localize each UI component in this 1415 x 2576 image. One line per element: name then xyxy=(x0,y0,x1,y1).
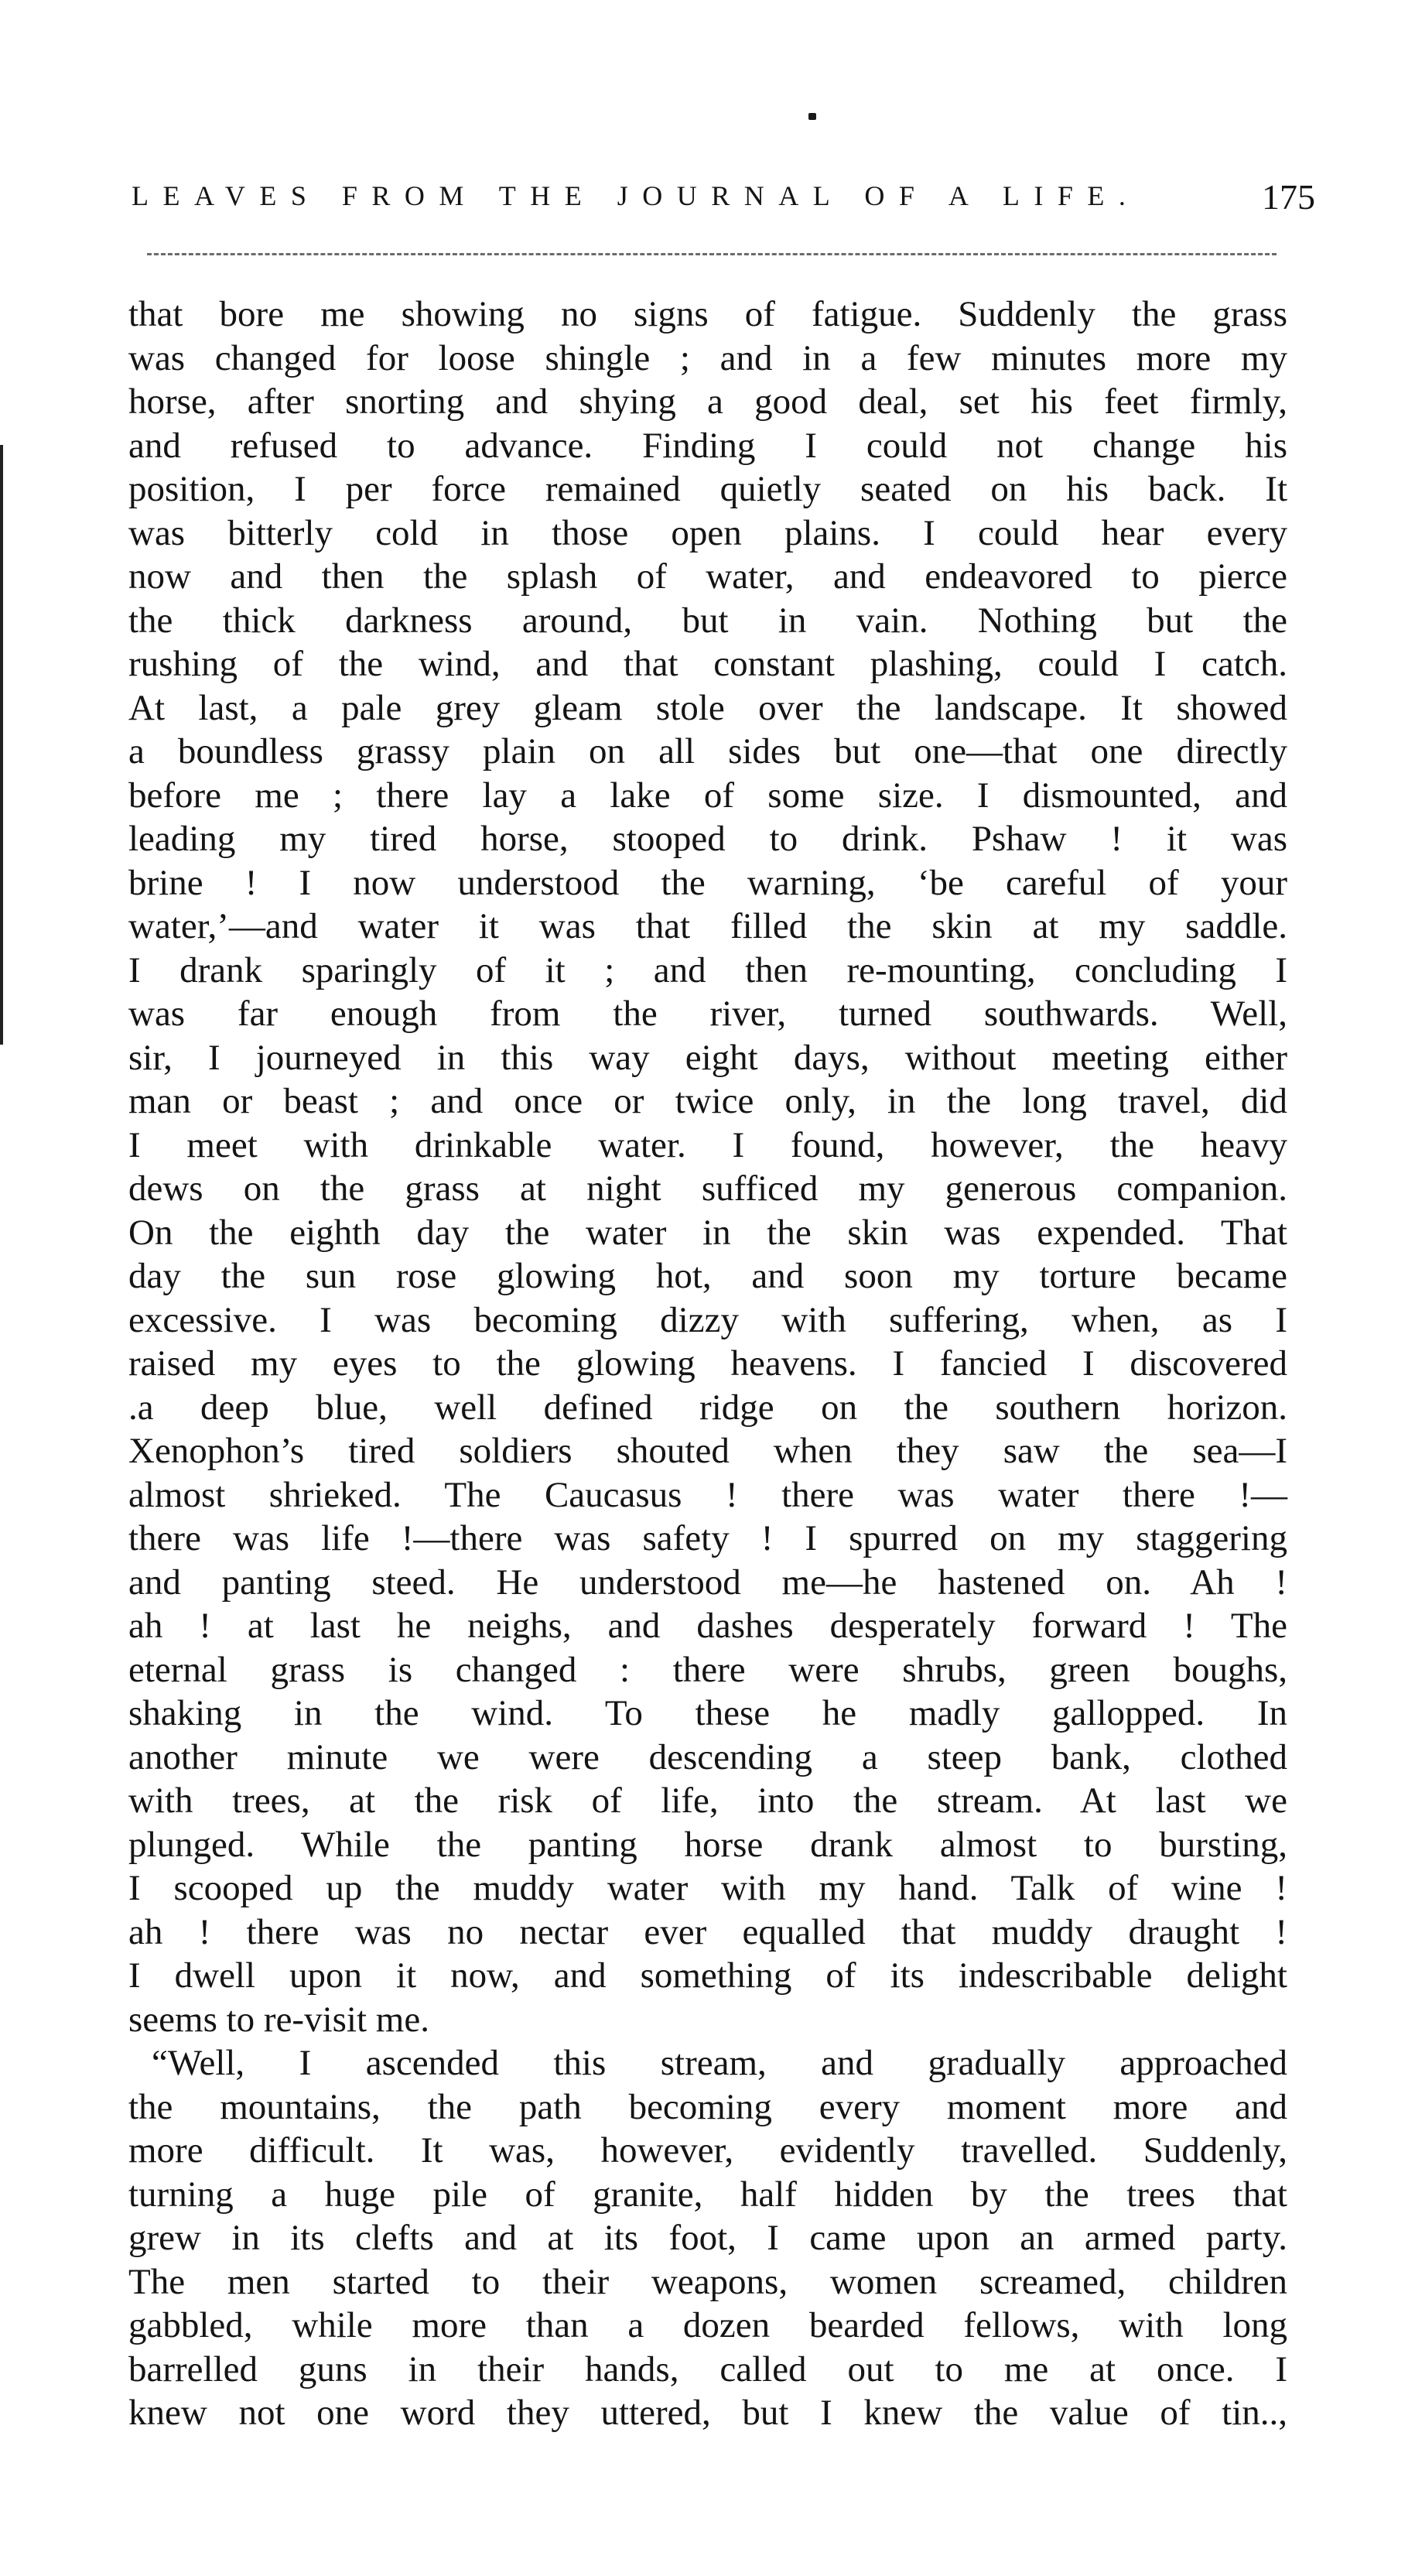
text-line: At last, a pale grey gleam stole over the landscape. It showed xyxy=(128,687,1287,728)
text-line: the thick darkness around, but in vain. Nothing but the xyxy=(128,600,1287,641)
text-line: I scooped up the muddy water with my hand. Talk of wine ! xyxy=(128,1868,1287,1908)
text-line: the mountains, the path becoming every moment more and xyxy=(128,2086,1287,2127)
text-line: was far enough from the river, turned southwards. Well, xyxy=(128,994,1287,1034)
scan-speck xyxy=(808,113,816,120)
text-line: knew not one word they uttered, but I knew the value of tin.., xyxy=(128,2393,1287,2433)
text-line: and refused to advance. Finding I could not change his xyxy=(128,425,1287,466)
text-line: there was life !—there was safety ! I spurred on my staggering xyxy=(128,1518,1287,1558)
text-line: dews on the grass at night sufficed my generous companion. xyxy=(128,1168,1287,1209)
text-line: and panting steed. He understood me—he hastened on. Ah ! xyxy=(128,1562,1287,1603)
text-line: sir, I journeyed in this way eight days, without meeting either xyxy=(128,1037,1287,1078)
text-line: a boundless grassy plain on all sides but one—that one directly xyxy=(128,731,1287,771)
text-line: barrelled guns in their hands, called out to me at once. I xyxy=(128,2349,1287,2390)
text-line: eternal grass is changed : there were shrubs, green boughs, xyxy=(128,1649,1287,1690)
text-line: I meet with drinkable water. I found, however, the heavy xyxy=(128,1124,1287,1165)
text-line: rushing of the wind, and that constant plashing, could I catch. xyxy=(128,644,1287,684)
page-number: 175 xyxy=(1262,177,1315,217)
text-line: another minute we were descending a steep bank, clothed xyxy=(128,1736,1287,1777)
text-line: more difficult. It was, however, evidently travelled. Suddenly, xyxy=(128,2130,1287,2171)
text-line: I dwell upon it now, and something of its indescribable delight xyxy=(128,1955,1287,1996)
body-text xyxy=(128,292,1287,2435)
paragraph-start-line: “Well, I ascended this stream, and gradually approached xyxy=(152,2043,1287,2083)
text-line: .a deep blue, well defined ridge on the southern horizon. xyxy=(128,1387,1287,1428)
text-line: was changed for loose shingle ; and in a few minutes more my xyxy=(128,337,1287,378)
text-line: ah ! there was no nectar ever equalled that muddy draught ! xyxy=(128,1911,1287,1952)
text-line: excessive. I was becoming dizzy with suffering, when, as I xyxy=(128,1299,1287,1340)
text-line: almost shrieked. The Caucasus ! there was water there !— xyxy=(128,1474,1287,1515)
text-line: leading my tired horse, stooped to drink. Pshaw ! it was xyxy=(128,819,1287,859)
text-line: now and then the splash of water, and endeavored to pierce xyxy=(128,556,1287,597)
text-line: with trees, at the risk of life, into the stream. At last we xyxy=(128,1781,1287,1821)
text-line: horse, after snorting and shying a good deal, set his feet firmly, xyxy=(128,381,1287,422)
text-line: position, I per force remained quietly seated on his back. It xyxy=(128,469,1287,509)
text-line: man or beast ; and once or twice only, in the long travel, did xyxy=(128,1081,1287,1121)
text-line: grew in its clefts and at its foot, I came upon an armed party. xyxy=(128,2218,1287,2258)
header-rule xyxy=(147,253,1277,255)
text-line: was bitterly cold in those open plains. I could hear every xyxy=(128,512,1287,553)
text-line: I drank sparingly of it ; and then re-mounting, concluding I xyxy=(128,949,1287,990)
text-line: water,’—and water it was that filled the skin at my saddle. xyxy=(128,906,1287,946)
running-head xyxy=(132,176,1315,226)
text-line: turning a huge pile of granite, half hidden by the trees that xyxy=(128,2174,1287,2215)
text-line: raised my eyes to the glowing heavens. I fancied I discovered xyxy=(128,1343,1287,1384)
text-line: The men started to their weapons, women screamed, children xyxy=(128,2261,1287,2302)
text-line: that bore me showing no signs of fatigue. Suddenly the grass xyxy=(128,294,1287,334)
text-line: Xenophon’s tired soldiers shouted when they saw the sea—I xyxy=(128,1431,1287,1471)
text-line: plunged. While the panting horse drank almost to bursting, xyxy=(128,1824,1287,1865)
text-line: before me ; there lay a lake of some size. I dismounted, and xyxy=(128,775,1287,816)
binding-edge-shadow xyxy=(0,445,3,1045)
text-line: On the eighth day the water in the skin was expended. That xyxy=(128,1212,1287,1253)
text-line: shaking in the wind. To these he madly gallopped. In xyxy=(128,1693,1287,1733)
paragraph-end-line: seems to re-visit me. xyxy=(128,1999,429,2040)
running-head-title: LEAVES FROM THE JOURNAL OF A LIFE. xyxy=(132,180,1140,211)
text-line: brine ! I now understood the warning, ‘be careful of your xyxy=(128,862,1287,903)
text-line: ah ! at last he neighs, and dashes desperately forward ! The xyxy=(128,1606,1287,1646)
text-line: day the sun rose glowing hot, and soon my torture became xyxy=(128,1256,1287,1296)
text-line: gabbled, while more than a dozen bearded fellows, with long xyxy=(128,2305,1287,2345)
